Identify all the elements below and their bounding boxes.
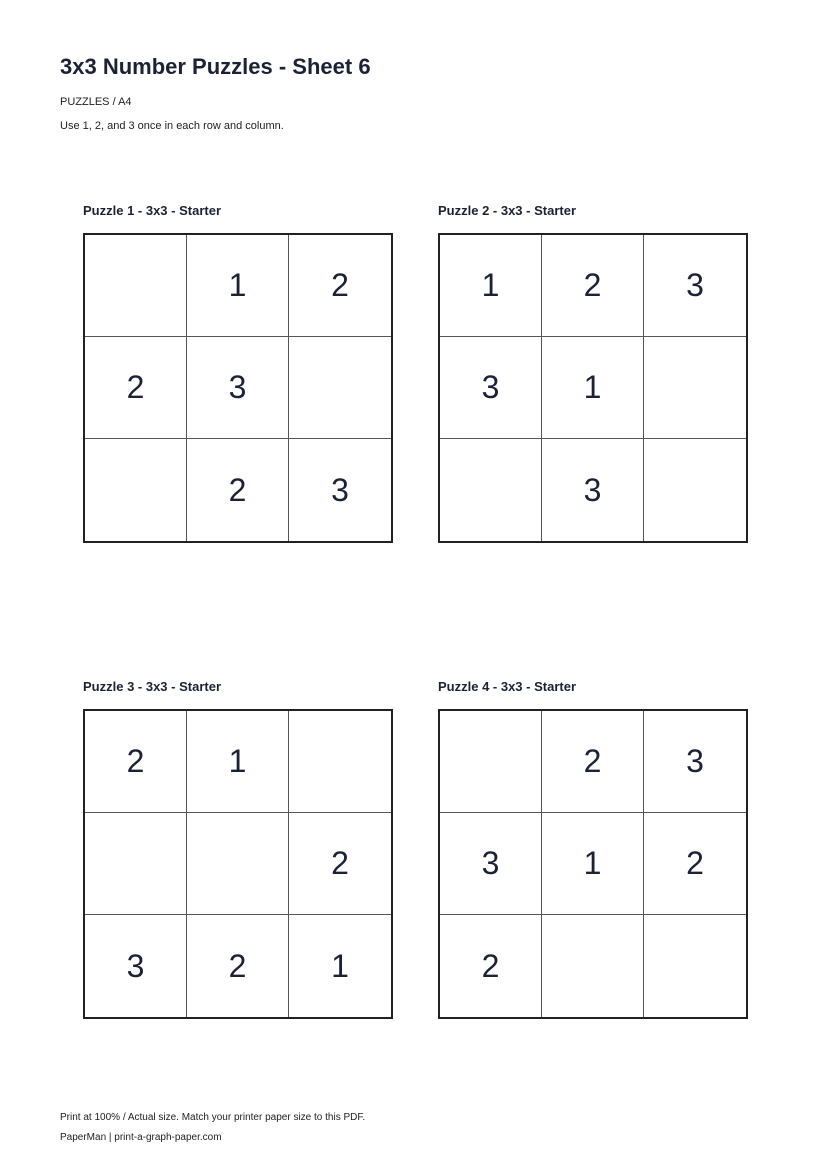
- grid-cell: 2: [85, 337, 187, 439]
- grid-cell: 2: [85, 711, 187, 813]
- grid-cell: 2: [644, 813, 746, 915]
- puzzle-grid: [438, 233, 748, 543]
- grid-cell: [440, 439, 542, 541]
- instructions: Use 1, 2, and 3 once in each row and column.: [60, 120, 284, 132]
- grid-cell: [440, 711, 542, 813]
- puzzle-label: Puzzle 3 - 3x3 - Starter: [83, 679, 221, 694]
- grid-cell: [289, 337, 391, 439]
- grid-cell: [85, 235, 187, 337]
- puzzle-4: [438, 678, 748, 1019]
- page-title: 3x3 Number Puzzles - Sheet 6: [60, 54, 371, 79]
- grid-cell: [542, 915, 644, 1017]
- puzzle-2: [438, 202, 748, 543]
- puzzle-3: [83, 678, 393, 1019]
- grid-cell: 2: [289, 813, 391, 915]
- grid-cell: 3: [187, 337, 289, 439]
- grid-cell: 2: [187, 915, 289, 1017]
- grid-cell: 2: [542, 711, 644, 813]
- grid-cell: [187, 813, 289, 915]
- grid-cell: [85, 439, 187, 541]
- grid-cell: 2: [542, 235, 644, 337]
- puzzle-label: Puzzle 4 - 3x3 - Starter: [438, 679, 576, 694]
- grid-cell: 1: [331, 947, 349, 984]
- grid-cell: 3: [440, 337, 542, 439]
- puzzle-label: Puzzle 2 - 3x3 - Starter: [438, 203, 576, 218]
- grid-cell: [644, 337, 746, 439]
- page-subtitle: PUZZLES / A4: [60, 96, 132, 108]
- grid-cell: 1: [440, 235, 542, 337]
- puzzle-grid: [83, 233, 393, 543]
- grid-cell: 1: [542, 813, 644, 915]
- puzzle-1: [83, 202, 393, 543]
- grid-cell: 2: [440, 915, 542, 1017]
- grid-cell: [644, 915, 746, 1017]
- grid-cell: 1: [542, 337, 644, 439]
- puzzle-grid: [83, 709, 393, 1019]
- grid-cell: 3: [331, 471, 349, 508]
- grid-cell: [85, 813, 187, 915]
- grid-cell: 1: [187, 711, 289, 813]
- grid-cell: 3: [644, 711, 746, 813]
- grid-cell: [289, 711, 391, 813]
- grid-cell: 2: [187, 439, 289, 541]
- grid-cell: [644, 439, 746, 541]
- grid-cell: 1: [187, 235, 289, 337]
- print-instructions: Print at 100% / Actual size. Match your printer paper size to this PDF.: [60, 1112, 366, 1123]
- grid-cell: 3: [85, 915, 187, 1017]
- puzzle-grid: [438, 709, 748, 1019]
- grid-cell: 3: [542, 439, 644, 541]
- grid-cell: 2: [289, 235, 391, 337]
- grid-cell: 3: [644, 235, 746, 337]
- puzzle-label: Puzzle 1 - 3x3 - Starter: [83, 203, 221, 218]
- grid-cell: 3: [440, 813, 542, 915]
- footer-brand: PaperMan | print-a-graph-paper.com: [60, 1132, 222, 1143]
